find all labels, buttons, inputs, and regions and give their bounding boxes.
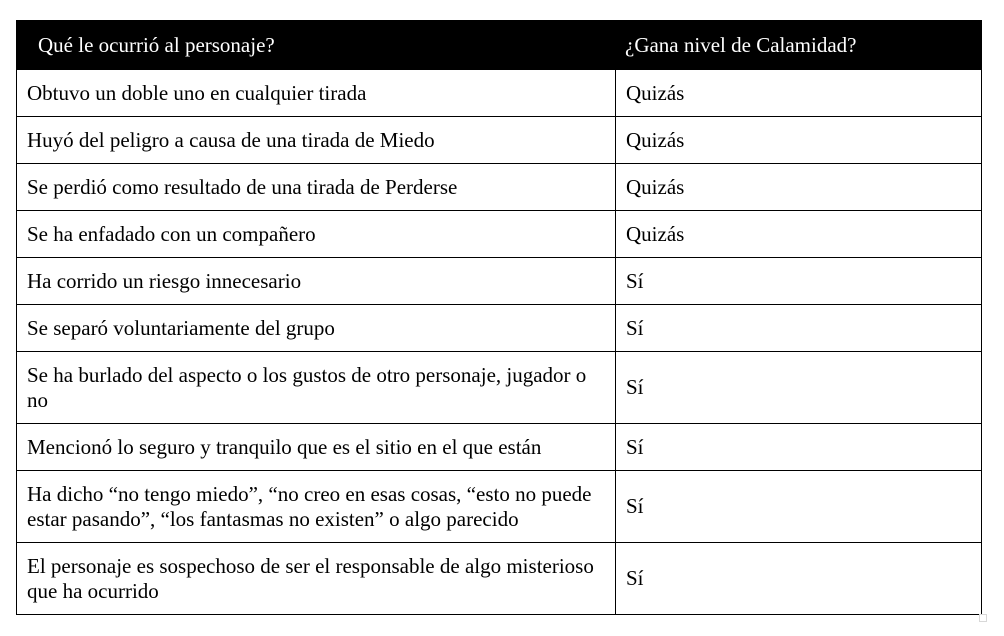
header-row — [17, 21, 982, 70]
event-cell: Ha dicho “no tengo miedo”, “no creo en esas cosas, “esto no puede estar pasando”, “los fantasmas no existen” o algo parecido — [17, 471, 616, 543]
event-cell: Se ha burlado del aspecto o los gustos de otro personaje, jugador o no — [17, 352, 616, 424]
event-cell: Se perdió como resultado de una tirada de Perderse — [17, 164, 616, 211]
result-cell: Sí — [616, 258, 982, 305]
table-resize-handle[interactable] — [979, 614, 987, 622]
calamity-table — [16, 20, 982, 615]
result-cell: Sí — [616, 352, 982, 424]
table-row — [17, 164, 982, 211]
result-cell: Sí — [616, 305, 982, 352]
result-cell: Quizás — [616, 164, 982, 211]
calamity-table-container — [16, 20, 981, 615]
event-cell: Mencionó lo seguro y tranquilo que es el sitio en el que están — [17, 424, 616, 471]
table-row — [17, 471, 982, 543]
result-cell: Quizás — [616, 70, 982, 117]
table-header — [17, 21, 982, 70]
table-row — [17, 117, 982, 164]
event-cell: Huyó del peligro a causa de una tirada de Miedo — [17, 117, 616, 164]
table-row — [17, 305, 982, 352]
table-row — [17, 211, 982, 258]
table-row — [17, 352, 982, 424]
result-cell: Sí — [616, 471, 982, 543]
result-cell: Sí — [616, 543, 982, 615]
header-event: Qué le ocurrió al personaje? — [17, 21, 616, 70]
table-row — [17, 258, 982, 305]
table-row — [17, 543, 982, 615]
event-cell: Obtuvo un doble uno en cualquier tirada — [17, 70, 616, 117]
result-cell: Quizás — [616, 211, 982, 258]
event-cell: El personaje es sospechoso de ser el responsable de algo misterioso que ha ocurrido — [17, 543, 616, 615]
result-cell: Sí — [616, 424, 982, 471]
result-cell: Quizás — [616, 117, 982, 164]
header-calamity: ¿Gana nivel de Calamidad? — [616, 21, 982, 70]
event-cell: Ha corrido un riesgo innecesario — [17, 258, 616, 305]
table-body — [17, 70, 982, 615]
table-row — [17, 424, 982, 471]
event-cell: Se separó voluntariamente del grupo — [17, 305, 616, 352]
table-row — [17, 70, 982, 117]
event-cell: Se ha enfadado con un compañero — [17, 211, 616, 258]
